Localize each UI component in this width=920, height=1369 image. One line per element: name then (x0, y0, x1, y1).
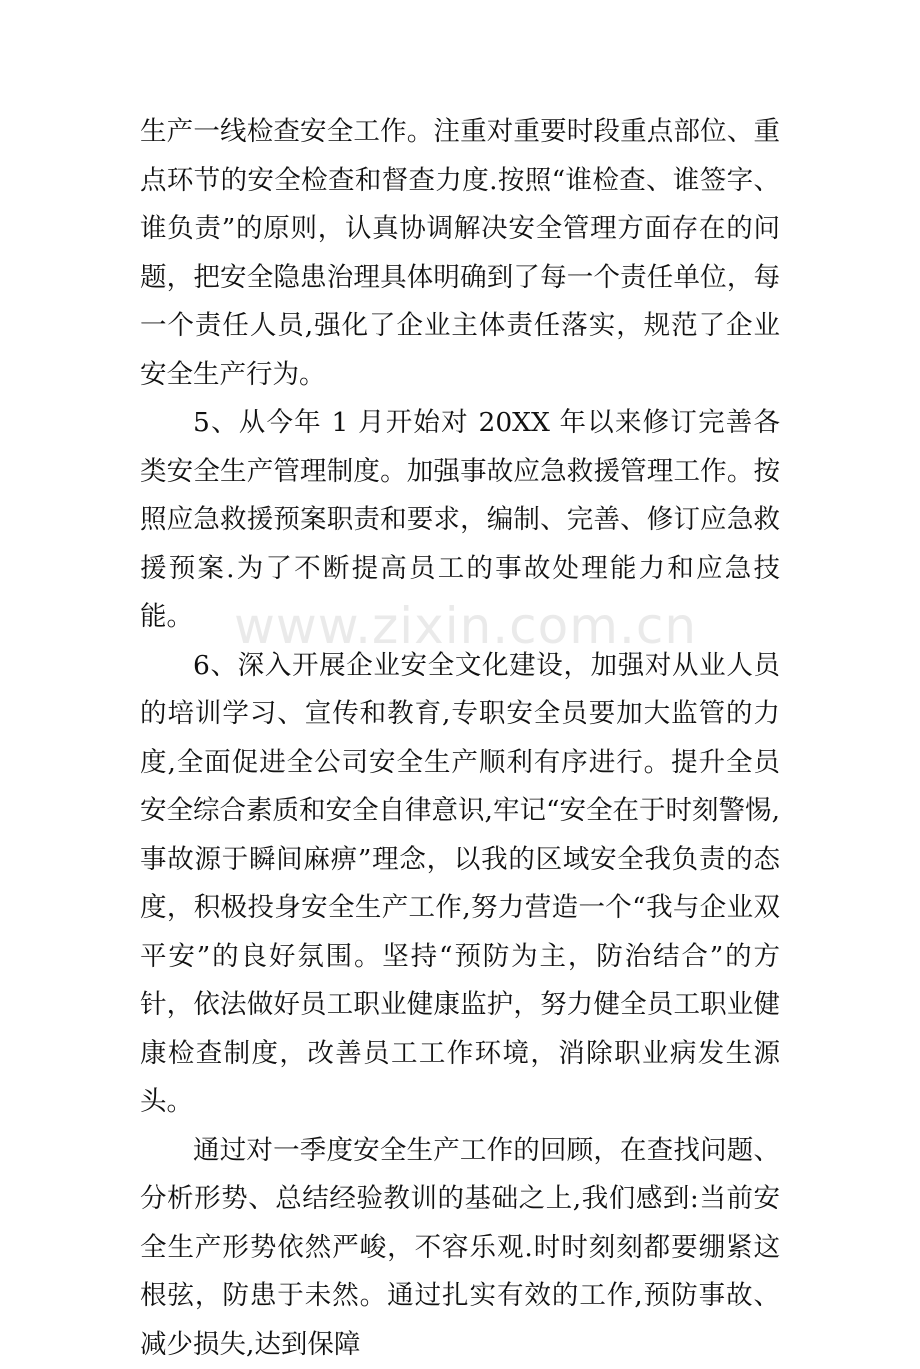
watermark-text: www.zixin.com.cn (234, 596, 697, 656)
paragraph-1: 生产一线检查安全工作。注重对重要时段重点部位、重点环节的安全检查和督查力度.按照“谁检查、谁签字、谁负责”的原则，认真协调解决安全管理方面存在的问题，把安全隐患治理具体明确到了每一个责任单位，每一个责任人员,强化了企业主体责任落实，规范了企业安全生产行为。 (140, 108, 780, 399)
document-body (140, 108, 780, 1369)
paragraph-4: 通过对一季度安全生产工作的回顾，在查找问题、分析形势、总结经验教训的基础之上,我们感到:当前安全生产形势依然严峻，不容乐观.时时刻刻都要绷紧这根弦，防患于未然。通过扎实有效的工作,预防事故、减少损失,达到保障 (140, 1127, 780, 1369)
paragraph-2: 5、从今年 1 月开始对 20XX 年以来修订完善各类安全生产管理制度。加强事故应急救援管理工作。按照应急救援预案职责和要求，编制、完善、修订应急救援预案.为了不断提高员工的事故处理能力和应急技能。 (140, 399, 780, 642)
paragraph-3: 6、深入开展企业安全文化建设，加强对从业人员的培训学习、宣传和教育,专职安全员要加大监管的力度,全面促进全公司安全生产顺利有序进行。提升全员安全综合素质和安全自律意识,牢记“安全在于时刻警惕,事故源于瞬间麻痹”理念，以我的区域安全我负责的态度，积极投身安全生产工作,努力营造一个“我与企业双平安”的良好氛围。坚持“预防为主，防治结合”的方针，依法做好员工职业健康监护，努力健全员工职业健康检查制度，改善员工工作环境，消除职业病发生源头。 (140, 642, 780, 1127)
